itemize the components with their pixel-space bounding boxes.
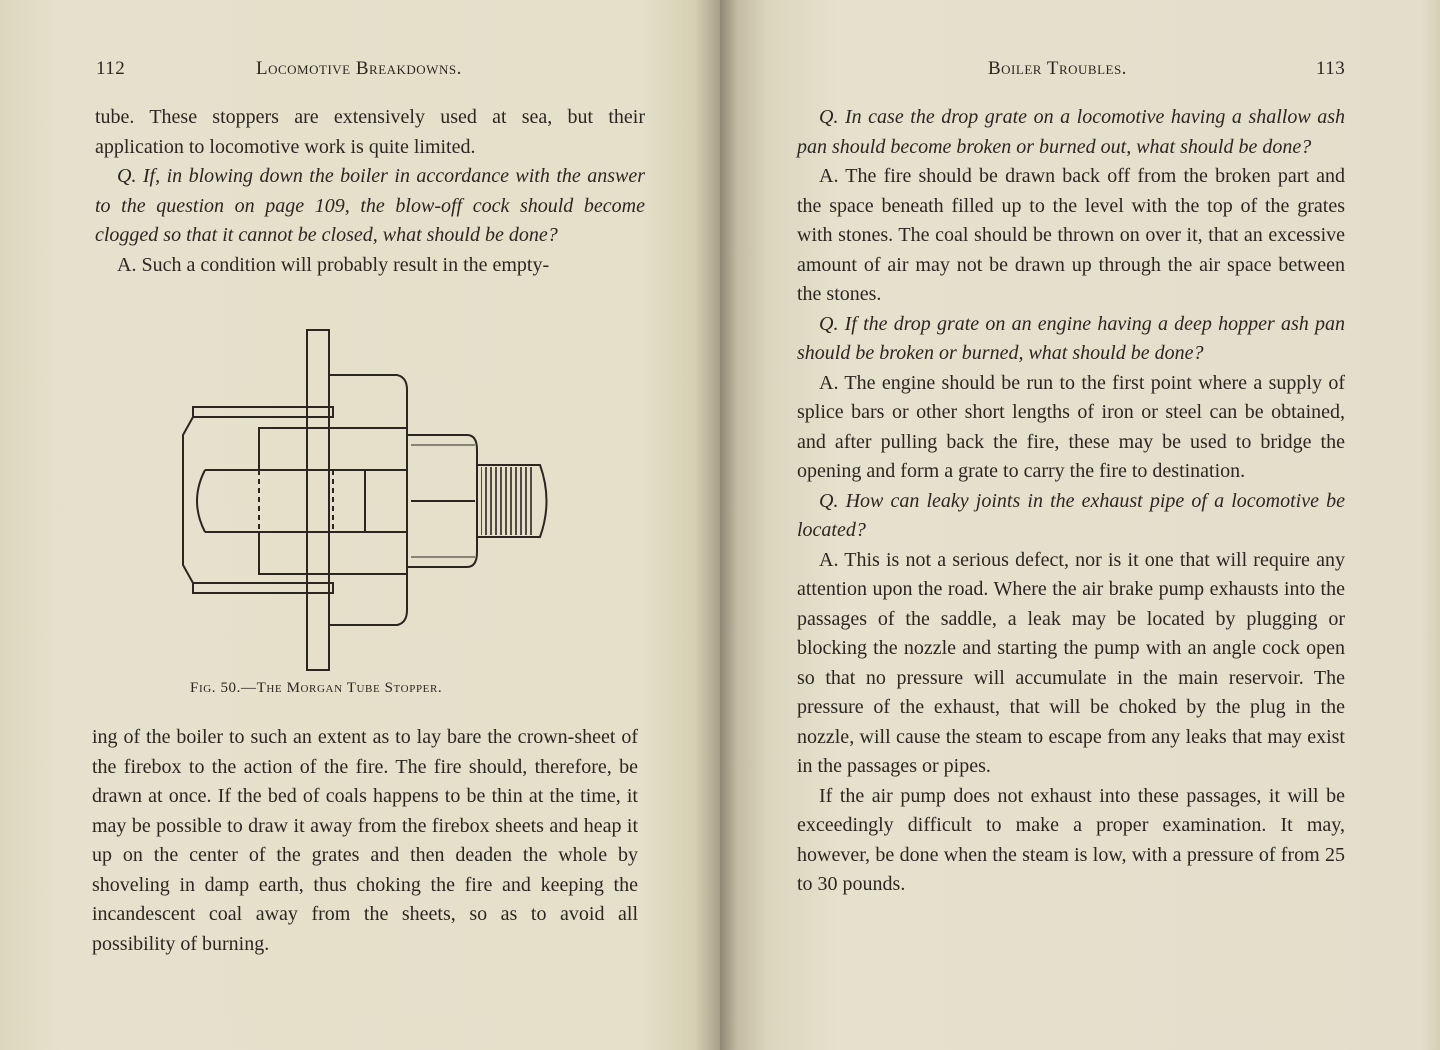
answer-paragraph: A. The engine should be run to the first point where a supply of splice bars or other short lengths of iron or steel can be obtained, and after pulling back the fire, these may be used to bridge the opening and form a grate to carry the fire to destination. <box>797 371 1345 482</box>
right-page <box>720 0 1440 1050</box>
left-bottom-text <box>92 723 638 959</box>
paragraph: ing of the boiler to such an extent as to lay bare the crown-sheet of the firebox to the action of the fire. The fire should, therefore, be drawn at once. If the bed of coals happens to be thin at the time, it may be possible to draw it away from the firebox sheets and heap it up on the center of the grates and then deaden the whole by shoveling in damp earth, thus choking the fire and keeping the incandescent coal away from the sheets, so as to avoid all possibility of burning. <box>92 726 638 955</box>
question-paragraph: Q. How can leaky joints in the exhaust pipe of a locomotive be located? <box>797 489 1345 541</box>
morgan-tube-stopper-figure <box>175 325 565 675</box>
figure-caption: Fig. 50.—The Morgan Tube Stopper. <box>190 680 443 696</box>
answer-paragraph: A. Such a condition will probably result in the empty- <box>117 253 550 276</box>
left-top-text <box>95 103 645 280</box>
left-running-head: Locomotive Breakdowns. <box>256 58 462 79</box>
question-paragraph: Q. If the drop grate on an engine having a deep hopper ash pan should be broken or burned, what should be done? <box>797 312 1345 364</box>
paragraph: If the air pump does not exhaust into these passages, it will be exceedingly difficult to make a proper examination. It may, however, be done when the steam is low, with a pressure of from 25 to 30 pounds. <box>797 784 1345 895</box>
right-running-head: Boiler Troubles. <box>988 58 1127 79</box>
right-text <box>797 103 1345 900</box>
right-page-number: 113 <box>1316 58 1346 79</box>
question-paragraph: Q. If, in blowing down the boiler in accordance with the answer to the question on page 109, the blow-off cock should become clogged so that it cannot be closed, what should be done? <box>95 165 645 246</box>
left-page-number: 112 <box>96 58 126 79</box>
answer-paragraph: A. This is not a serious defect, nor is it one that will require any attention upon the road. Where the air brake pump exhausts into the passages of the saddle, a leak may be located by plugging or blocking the nozzle and starting the pump with an angle cock open so that no pressure will accumulate in the main reservoir. The pressure of the exhaust, that will be choked by the plug in the nozzle, will cause the steam to escape from any leaks that may exist in the passages or pipes. <box>797 548 1345 777</box>
paragraph: tube. These stoppers are extensively used at sea, but their application to locomotive work is quite limited. <box>95 106 645 158</box>
question-paragraph: Q. In case the drop grate on a locomotive having a shallow ash pan should become broken or burned out, what should be done? <box>797 106 1345 158</box>
answer-paragraph: A. The fire should be drawn back off from the broken part and the space beneath filled up to the level with the top of the grates with stones. The coal should be thrown on over it, that an excessive amount of air may not be drawn up through the air space between the stones. <box>797 165 1345 305</box>
